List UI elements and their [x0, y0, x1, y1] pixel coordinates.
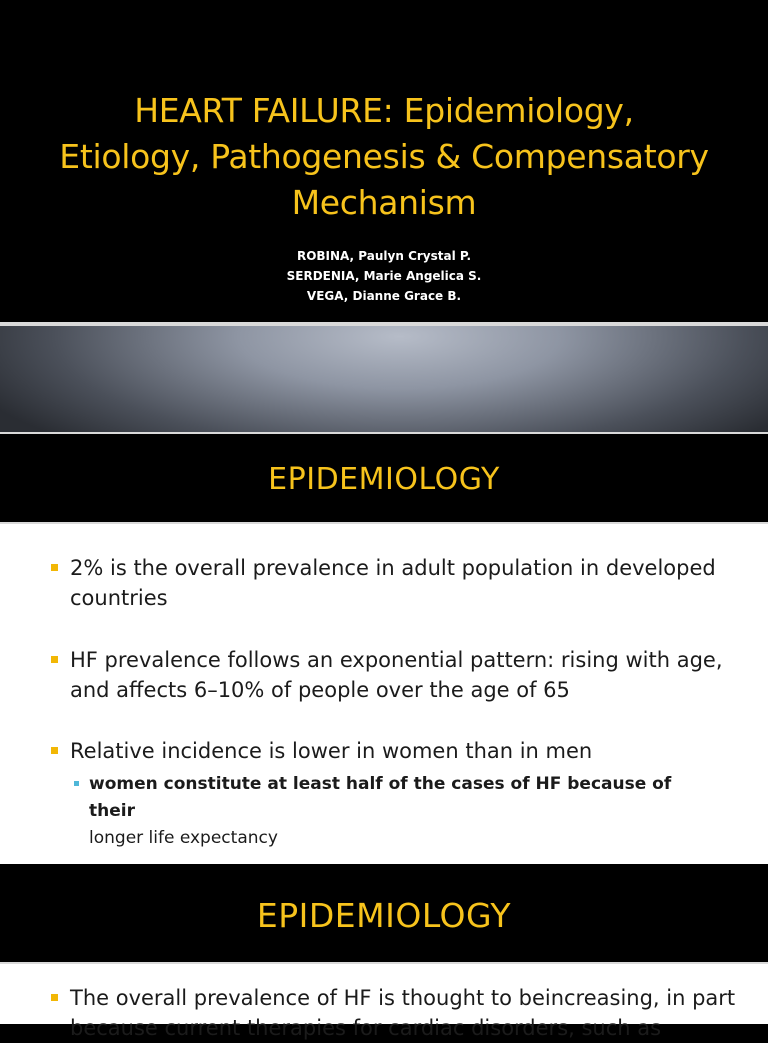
slide-title	[20, 88, 748, 226]
bullet-item	[70, 645, 740, 705]
title-line: Etiology, Pathogenesis & Compensatory	[59, 137, 709, 176]
slide-heading: EPIDEMIOLOGY	[256, 896, 512, 935]
author-name: VEGA, Dianne Grace B.	[306, 289, 462, 303]
sub-bullet-text: longer life expectancy	[89, 828, 278, 848]
bullet-item	[70, 736, 740, 766]
bullet-text: 2% is the overall prevalence in adult population in developed countries	[70, 556, 716, 610]
bullet-marker-icon	[51, 564, 58, 571]
content-slide	[0, 964, 768, 1040]
bullet-item	[70, 983, 740, 1043]
author-list	[0, 246, 768, 306]
bullet-marker-icon	[51, 994, 58, 1001]
sub-bullet-text-bold: women constitute at least half of the cases of HF because of their	[89, 774, 672, 821]
gradient-slide	[0, 326, 768, 432]
title-line: Mechanism	[291, 183, 477, 222]
sub-bullet-marker-icon	[74, 781, 79, 786]
bullet-marker-icon	[51, 747, 58, 754]
content-slide	[0, 524, 768, 864]
sub-bullet-item	[89, 771, 719, 852]
heading-slide	[0, 866, 768, 962]
bullet-item	[70, 553, 740, 613]
bullet-text: HF prevalence follows an exponential pattern: rising with age, and affects 6–10% of people over the age of 65	[70, 648, 723, 702]
author-name: ROBINA, Paulyn Crystal P.	[296, 249, 472, 263]
bullet-marker-icon	[51, 656, 58, 663]
heading-slide	[0, 434, 768, 522]
title-slide	[0, 0, 768, 322]
title-line: HEART FAILURE: Epidemiology,	[134, 91, 634, 130]
slide-heading: EPIDEMIOLOGY	[268, 462, 500, 497]
author-name: SERDENIA, Marie Angelica S.	[286, 269, 482, 283]
bullet-text: The overall prevalence of HF is thought to beincreasing, in part because current therapies for cardiac disorders, such as	[70, 986, 736, 1040]
bullet-text: Relative incidence is lower in women than in men	[70, 739, 593, 763]
